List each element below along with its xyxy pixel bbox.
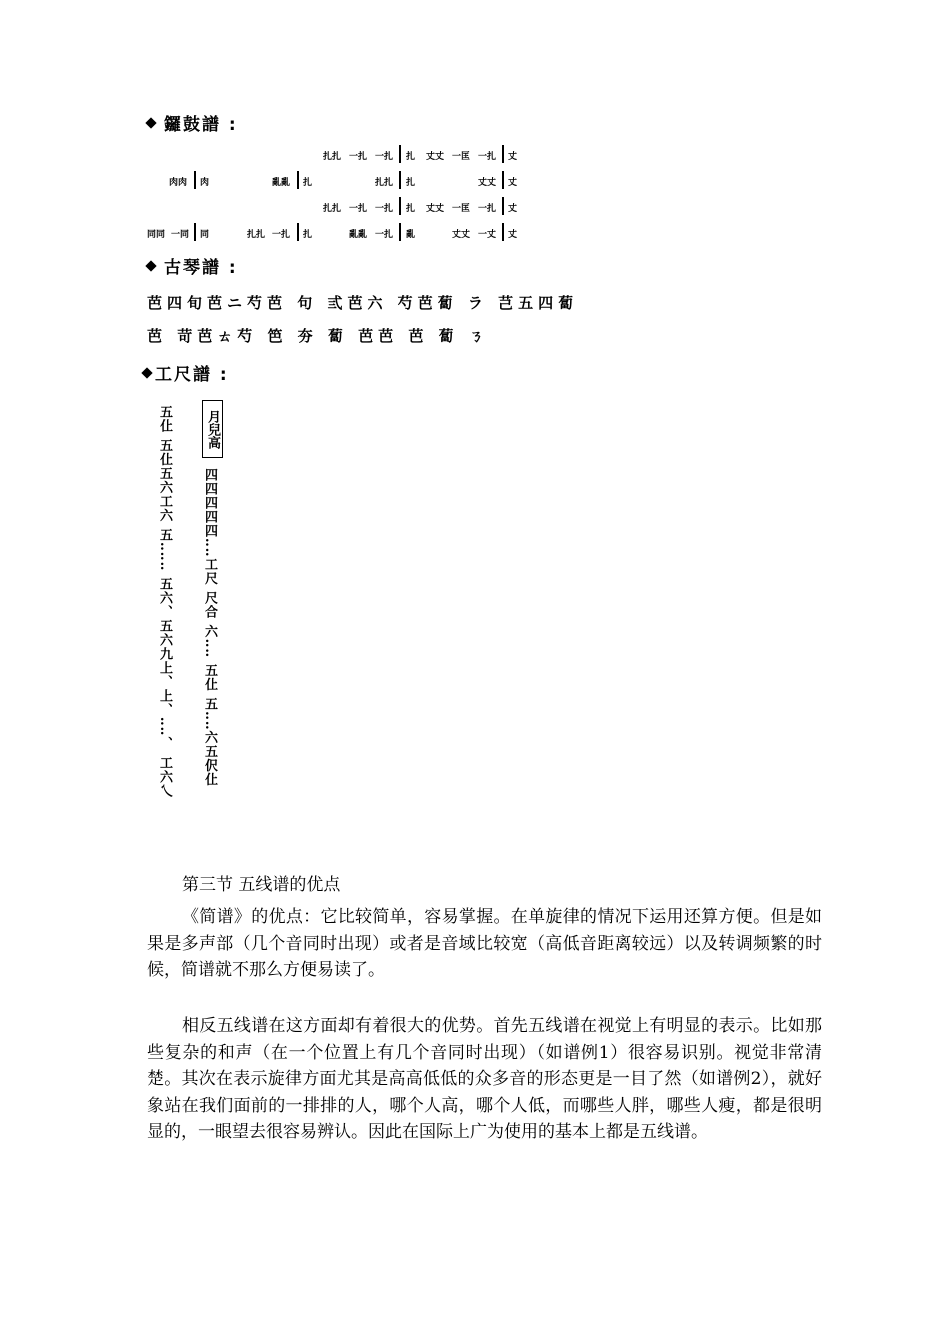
qin-notation-heading: [147, 253, 238, 278]
qin-notation-title: 古琴譜 :: [164, 258, 238, 278]
diamond-bullet-icon: [145, 117, 156, 128]
qin-line-1: 芭四旬芭ニ芍芭 句 弎芭六 芍芭蔔 ラ 芑五四蔔: [147, 294, 579, 312]
diamond-bullet-icon: [141, 367, 152, 378]
section-heading: 第三节 五线谱的优点: [182, 875, 341, 895]
qin-line-2: 芭 苛芭ㄊ芍 笆 夯 蔔 芭芭 芭 蔔 ㄋ: [147, 327, 489, 345]
drum-notation-title: 鑼鼓譜 :: [164, 115, 238, 135]
gongche-column-left: 五仩 五仩五六工六 五‥‥‥ 五六、五六九上、上、‥‥、 工六乀: [157, 405, 172, 798]
gongche-notation-heading: [143, 360, 229, 385]
drum-row-4: 同同 一同 同 扎扎 一扎 扎 亂亂 一扎 亂 丈丈 一丈 丈: [147, 223, 527, 245]
drum-notation-heading: [147, 110, 238, 135]
paragraph-2: 相反五线谱在这方面却有着很大的优势。首先五线谱在视觉上有明显的表示。比如那些复杂的和声（在一个位置上有几个音同时出现）（如谱例1）很容易识别。视觉非常清楚。其次在表示旋律方面尤其是高高低低的众多音的形态更是一目了然（如谱例2），就好象站在我们面前的一排排的人，哪个人高，哪个人低，而哪些人胖，哪些人瘦，都是很明显的，一眼望去很容易辨认。因此在国际上广为使用的基本上都是五线谱。: [147, 1016, 822, 1142]
paragraph-1: 《简谱》的优点：它比较简单，容易掌握。在单旋律的情况下运用还算方便。但是如果是多声部（几个音同时出现）或者是音域比较宽（高低音距离较远）以及转调频繁的时候，简谱就不那么方便易读了。: [147, 907, 822, 980]
gongche-title-box: 月兒高: [202, 400, 223, 458]
drum-row-1: 扎扎 一扎 一扎 扎 丈丈 一匡 一扎 丈: [147, 145, 527, 167]
drum-row-3: 扎扎 一扎 一扎 扎 丈丈 一匡 一扎 丈: [147, 197, 527, 219]
diamond-bullet-icon: [145, 260, 156, 271]
drum-row-2: 肉肉 肉 亂亂 扎 扎扎 扎 丈丈 丈: [147, 171, 527, 193]
gongche-column-right: 四四四四四‥‥工尺 尺合 六‥‥ 五仩 五‥‥六五伬仩: [202, 468, 217, 787]
gongche-notation-title: 工尺譜 :: [155, 365, 229, 385]
